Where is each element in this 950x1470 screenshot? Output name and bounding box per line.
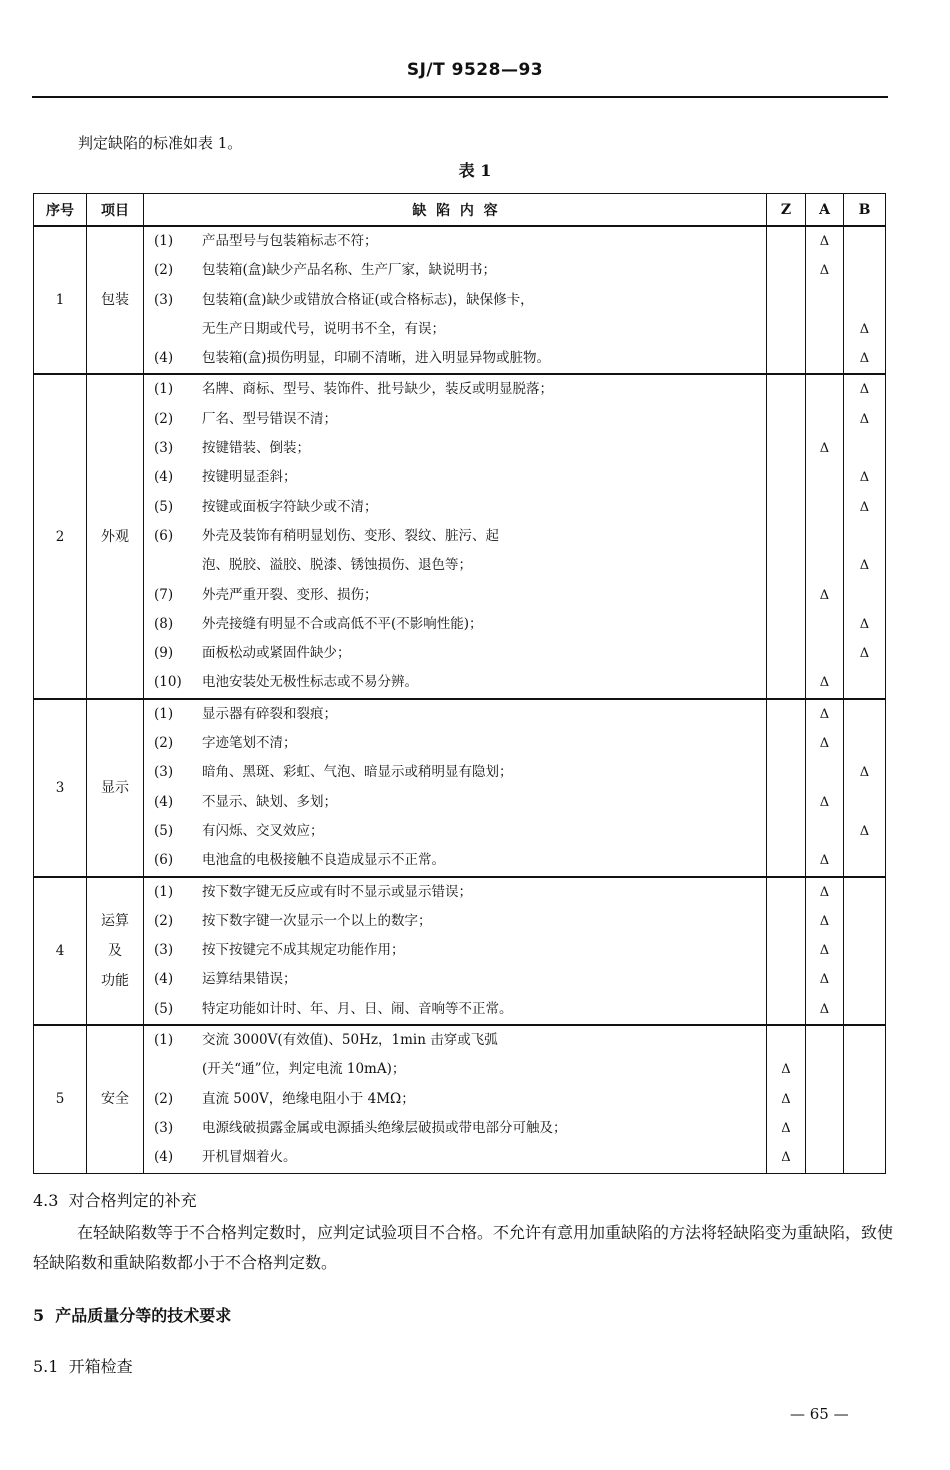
defect-number: (9) xyxy=(154,645,174,662)
empty-mark xyxy=(806,1143,843,1172)
defect-line xyxy=(144,522,766,551)
defect-text: 厂名、型号错误不清； xyxy=(202,410,337,427)
section-4-3-paragraph: 在轻缺陷数等于不合格判定数时，应判定试验项目不合格。不允许有意用加重缺陷的方法将轻缺陷变为重缺陷，致使轻缺陷数和重缺陷数都小于不合格判定数。 xyxy=(33,1223,894,1272)
empty-mark xyxy=(806,1055,843,1084)
defect-line xyxy=(144,1055,766,1084)
row-seq: 5 xyxy=(34,1025,87,1173)
table-header-row xyxy=(34,194,886,227)
defect-line xyxy=(144,1085,766,1114)
defect-number: (2) xyxy=(154,410,174,427)
empty-mark xyxy=(767,846,805,875)
defect-text: 电源线破损露金属或电源插头绝缘层破损或带电部分可触及； xyxy=(202,1119,567,1136)
defect-number: (1) xyxy=(154,381,174,398)
section-5-1-heading: 5.1 开箱检查 xyxy=(33,1357,133,1376)
empty-mark xyxy=(844,729,885,758)
defect-number: (5) xyxy=(154,822,174,839)
mark-column-z xyxy=(767,1025,806,1173)
defect-text: 面板松动或紧固件缺少； xyxy=(202,645,351,662)
item-label: 外观 xyxy=(101,528,129,545)
row-defects xyxy=(144,226,767,374)
defect-line xyxy=(144,344,766,373)
defect-number: (4) xyxy=(154,971,174,988)
defect-text: 交流 3000V(有效值)、50Hz，1min 击穿或飞弧 xyxy=(202,1032,498,1049)
empty-mark xyxy=(767,907,805,936)
row-defects xyxy=(144,374,767,698)
defect-line xyxy=(144,788,766,817)
defect-line xyxy=(144,758,766,787)
empty-mark xyxy=(844,1085,885,1114)
defect-line xyxy=(144,315,766,344)
empty-mark xyxy=(844,995,885,1024)
defect-number: (10) xyxy=(154,674,182,691)
empty-mark xyxy=(767,581,805,610)
defect-line xyxy=(144,227,766,256)
defect-line xyxy=(144,1114,766,1143)
empty-mark xyxy=(806,493,843,522)
defect-number: (3) xyxy=(154,1119,174,1136)
delta-mark-icon: Δ xyxy=(819,736,830,752)
defect-number: (8) xyxy=(154,615,174,632)
page-number: — 65 — xyxy=(790,1405,849,1423)
empty-mark xyxy=(806,1026,843,1055)
empty-mark xyxy=(767,227,805,256)
empty-mark xyxy=(767,668,805,697)
defect-number: (3) xyxy=(154,942,174,959)
defect-number: (3) xyxy=(154,764,174,781)
defect-line xyxy=(144,581,766,610)
delta-mark-icon: Δ xyxy=(819,972,830,988)
defect-text: 泡、脱胶、溢胶、脱漆、锈蚀损伤、退色等； xyxy=(202,557,472,574)
delta-mark-icon: Δ xyxy=(859,351,870,367)
empty-mark xyxy=(767,758,805,787)
defect-text: 显示器有碎裂和裂痕； xyxy=(202,705,337,722)
defect-text: 特定功能如计时、年、月、日、闹、音响等不正常。 xyxy=(202,1000,513,1017)
empty-mark xyxy=(806,817,843,846)
empty-mark xyxy=(767,936,805,965)
defect-line xyxy=(144,965,766,994)
defect-text: 字迹笔划不清； xyxy=(202,735,297,752)
delta-mark-icon: Δ xyxy=(819,706,830,722)
header-z: Z xyxy=(767,194,806,227)
defect-line xyxy=(144,375,766,404)
defect-text: 按下按键完不成其规定功能作用； xyxy=(202,942,405,959)
delta-mark-icon: Δ xyxy=(819,943,830,959)
empty-mark xyxy=(767,817,805,846)
empty-mark xyxy=(844,256,885,285)
delta-mark-icon: Δ xyxy=(859,646,870,662)
delta-mark-icon: Δ xyxy=(781,1091,791,1107)
section-5-heading: 5 产品质量分等的技术要求 xyxy=(33,1306,232,1325)
delta-mark-icon: Δ xyxy=(859,616,870,632)
defect-text: 按下数字键无反应或有时不显示或显示错误； xyxy=(202,883,472,900)
defect-line xyxy=(144,639,766,668)
standard-code-header: SJ/T 9528—93 xyxy=(406,60,544,80)
item-label: 包装 xyxy=(101,292,129,309)
item-label: 功能 xyxy=(101,972,129,989)
defect-line xyxy=(144,846,766,875)
defect-number: (2) xyxy=(154,912,174,929)
delta-mark-icon: Δ xyxy=(819,587,830,603)
defect-text: 名牌、商标、型号、装饰件、批号缺少，装反或明显脱落； xyxy=(202,381,553,398)
defect-number: (1) xyxy=(154,883,174,900)
defect-text: 按键或面板字符缺少或不清； xyxy=(202,498,378,515)
delta-mark-icon: Δ xyxy=(859,321,870,337)
empty-mark xyxy=(767,965,805,994)
delta-mark-icon: Δ xyxy=(781,1062,791,1078)
defect-line xyxy=(144,1143,766,1172)
item-label: 及 xyxy=(108,942,122,959)
header-content: 缺 陷 内 容 xyxy=(144,194,767,227)
empty-mark xyxy=(844,522,885,551)
delta-mark-icon: Δ xyxy=(819,884,830,900)
empty-mark xyxy=(806,1085,843,1114)
empty-mark xyxy=(767,522,805,551)
empty-mark xyxy=(767,315,805,344)
defect-number: (3) xyxy=(154,440,174,457)
row-seq: 1 xyxy=(34,226,87,374)
delta-mark-icon: Δ xyxy=(819,234,830,249)
empty-mark xyxy=(767,610,805,639)
row-seq: 2 xyxy=(34,374,87,698)
defect-number: (2) xyxy=(154,1090,174,1107)
empty-mark xyxy=(844,1114,885,1143)
empty-mark xyxy=(767,405,805,434)
defect-text: 电池盒的电极接触不良造成显示不正常。 xyxy=(202,852,445,869)
empty-mark xyxy=(767,375,805,404)
defect-line xyxy=(144,493,766,522)
header-b: B xyxy=(844,194,886,227)
defect-number: (4) xyxy=(154,469,174,486)
empty-mark xyxy=(806,551,843,580)
empty-mark xyxy=(844,434,885,463)
defect-number: (1) xyxy=(154,1032,174,1049)
empty-mark xyxy=(844,286,885,315)
defect-text: 外壳及装饰有稍明显划伤、变形、裂纹、脏污、起 xyxy=(202,527,499,544)
mark-column-z xyxy=(767,699,806,877)
table-row xyxy=(34,374,886,698)
empty-mark xyxy=(806,610,843,639)
table-row xyxy=(34,699,886,877)
empty-mark xyxy=(844,907,885,936)
table-body xyxy=(34,226,886,1173)
delta-mark-icon: Δ xyxy=(819,1001,830,1017)
mark-column-a xyxy=(806,374,844,698)
row-item xyxy=(87,1025,144,1173)
empty-mark xyxy=(767,286,805,315)
delta-mark-icon: Δ xyxy=(859,499,870,515)
empty-mark xyxy=(806,463,843,492)
defect-line xyxy=(144,286,766,315)
empty-mark xyxy=(767,434,805,463)
defect-number: (4) xyxy=(154,350,174,367)
empty-mark xyxy=(844,936,885,965)
row-defects xyxy=(144,1025,767,1173)
defect-line xyxy=(144,405,766,434)
mark-column-a xyxy=(806,699,844,877)
table-row xyxy=(34,877,886,1025)
defect-line xyxy=(144,907,766,936)
empty-mark xyxy=(767,639,805,668)
defect-line xyxy=(144,936,766,965)
row-defects xyxy=(144,877,767,1025)
table-row xyxy=(34,226,886,374)
table-row xyxy=(34,1025,886,1173)
header-rule xyxy=(32,96,888,98)
empty-mark xyxy=(767,344,805,373)
defect-line xyxy=(144,817,766,846)
mark-column-a xyxy=(806,226,844,374)
empty-mark xyxy=(767,878,805,907)
delta-mark-icon: Δ xyxy=(781,1150,791,1166)
empty-mark xyxy=(844,227,885,256)
empty-mark xyxy=(844,788,885,817)
defect-line xyxy=(144,551,766,580)
defect-number: (3) xyxy=(154,291,174,308)
defect-number: (4) xyxy=(154,1149,174,1166)
empty-mark xyxy=(767,463,805,492)
empty-mark xyxy=(806,375,843,404)
delta-mark-icon: Δ xyxy=(819,263,830,279)
defect-text: 暗角、黑斑、彩虹、气泡、暗显示或稍明显有隐划； xyxy=(202,764,513,781)
row-item xyxy=(87,374,144,698)
empty-mark xyxy=(844,1143,885,1172)
defect-line xyxy=(144,668,766,697)
defect-number: (2) xyxy=(154,262,174,279)
item-label: 显示 xyxy=(101,779,129,796)
intro-text: 判定缺陷的标准如表 1。 xyxy=(78,134,243,152)
defect-line xyxy=(144,700,766,729)
header-a: A xyxy=(806,194,844,227)
delta-mark-icon: Δ xyxy=(859,823,870,839)
row-item xyxy=(87,877,144,1025)
mark-column-z xyxy=(767,374,806,698)
defect-text: 包装箱(盒)缺少产品名称、生产厂家，缺说明书； xyxy=(202,262,497,279)
defect-text: 外壳严重开裂、变形、损伤； xyxy=(202,586,378,603)
delta-mark-icon: Δ xyxy=(819,794,830,810)
empty-mark xyxy=(844,846,885,875)
defect-number: (5) xyxy=(154,498,174,515)
empty-mark xyxy=(806,405,843,434)
section-4-3-heading: 4.3 对合格判定的补充 xyxy=(33,1191,197,1210)
defect-text: 运算结果错误； xyxy=(202,971,297,988)
empty-mark xyxy=(767,995,805,1024)
empty-mark xyxy=(767,493,805,522)
defect-text: 包装箱(盒)损伤明显，印刷不清晰，进入明显异物或脏物。 xyxy=(202,350,551,367)
defect-number: (2) xyxy=(154,735,174,752)
defect-text: 不显示、缺划、多划； xyxy=(202,793,337,810)
defect-text: 按下数字键一次显示一个以上的数字； xyxy=(202,912,432,929)
delta-mark-icon: Δ xyxy=(859,411,870,427)
defect-text: 电池安装处无极性标志或不易分辨。 xyxy=(202,674,418,691)
defect-line xyxy=(144,995,766,1024)
empty-mark xyxy=(806,1114,843,1143)
defect-text: 开机冒烟着火。 xyxy=(202,1149,297,1166)
empty-mark xyxy=(767,788,805,817)
empty-mark xyxy=(806,344,843,373)
delta-mark-icon: Δ xyxy=(819,913,830,929)
defect-text: 按键明显歪斜； xyxy=(202,469,297,486)
row-seq: 3 xyxy=(34,699,87,877)
defect-text: 产品型号与包装箱标志不符； xyxy=(202,233,378,249)
empty-mark xyxy=(844,965,885,994)
mark-column-b xyxy=(844,374,886,698)
empty-mark xyxy=(844,700,885,729)
delta-mark-icon: Δ xyxy=(819,853,830,869)
item-label: 安全 xyxy=(101,1091,129,1108)
mark-column-a xyxy=(806,1025,844,1173)
defect-line xyxy=(144,463,766,492)
row-defects xyxy=(144,699,767,877)
delta-mark-icon: Δ xyxy=(819,441,830,457)
row-item xyxy=(87,226,144,374)
delta-mark-icon: Δ xyxy=(859,382,870,398)
empty-mark xyxy=(767,1026,805,1055)
defect-text: 外壳接缝有明显不合或高低不平(不影响性能)； xyxy=(202,615,483,632)
mark-column-z xyxy=(767,877,806,1025)
empty-mark xyxy=(844,1055,885,1084)
mark-column-b xyxy=(844,877,886,1025)
empty-mark xyxy=(806,758,843,787)
empty-mark xyxy=(806,639,843,668)
defect-number: (6) xyxy=(154,527,174,544)
empty-mark xyxy=(806,522,843,551)
mark-column-b xyxy=(844,226,886,374)
delta-mark-icon: Δ xyxy=(859,558,870,574)
defect-line xyxy=(144,878,766,907)
mark-column-z xyxy=(767,226,806,374)
defect-text: 按键错装、倒装； xyxy=(202,440,310,457)
mark-column-b xyxy=(844,1025,886,1173)
header-seq: 序号 xyxy=(34,194,87,227)
defect-text: 无生产日期或代号，说明书不全，有误； xyxy=(202,320,445,337)
empty-mark xyxy=(844,1026,885,1055)
empty-mark xyxy=(844,581,885,610)
item-label: 运算 xyxy=(101,912,129,929)
mark-column-a xyxy=(806,877,844,1025)
empty-mark xyxy=(767,551,805,580)
delta-mark-icon: Δ xyxy=(859,470,870,486)
row-seq: 4 xyxy=(34,877,87,1025)
empty-mark xyxy=(806,286,843,315)
defect-line xyxy=(144,434,766,463)
empty-mark xyxy=(844,668,885,697)
defect-number: (4) xyxy=(154,793,174,810)
defect-number: (6) xyxy=(154,852,174,869)
defect-number: (1) xyxy=(154,233,174,249)
defect-line xyxy=(144,1026,766,1055)
delta-mark-icon: Δ xyxy=(859,765,870,781)
delta-mark-icon: Δ xyxy=(819,675,830,691)
delta-mark-icon: Δ xyxy=(781,1120,791,1136)
empty-mark xyxy=(767,700,805,729)
header-item: 项目 xyxy=(87,194,144,227)
empty-mark xyxy=(767,256,805,285)
defect-text: 包装箱(盒)缺少或错放合格证(或合格标志)，缺保修卡， xyxy=(202,291,534,308)
defect-table xyxy=(33,193,886,1174)
row-item xyxy=(87,699,144,877)
defect-number: (1) xyxy=(154,705,174,722)
empty-mark xyxy=(806,315,843,344)
defect-number: (5) xyxy=(154,1000,174,1017)
defect-number: (7) xyxy=(154,586,174,603)
defect-text: 直流 500V，绝缘电阻小于 4MΩ； xyxy=(202,1090,415,1107)
defect-line xyxy=(144,729,766,758)
empty-mark xyxy=(767,729,805,758)
defect-text: 有闪烁、交叉效应； xyxy=(202,822,324,839)
defect-line xyxy=(144,610,766,639)
defect-text: (开关“通”位，判定电流 10mA)； xyxy=(202,1061,406,1078)
empty-mark xyxy=(844,878,885,907)
table-title: 表 1 xyxy=(458,161,492,180)
defect-line xyxy=(144,256,766,285)
mark-column-b xyxy=(844,699,886,877)
